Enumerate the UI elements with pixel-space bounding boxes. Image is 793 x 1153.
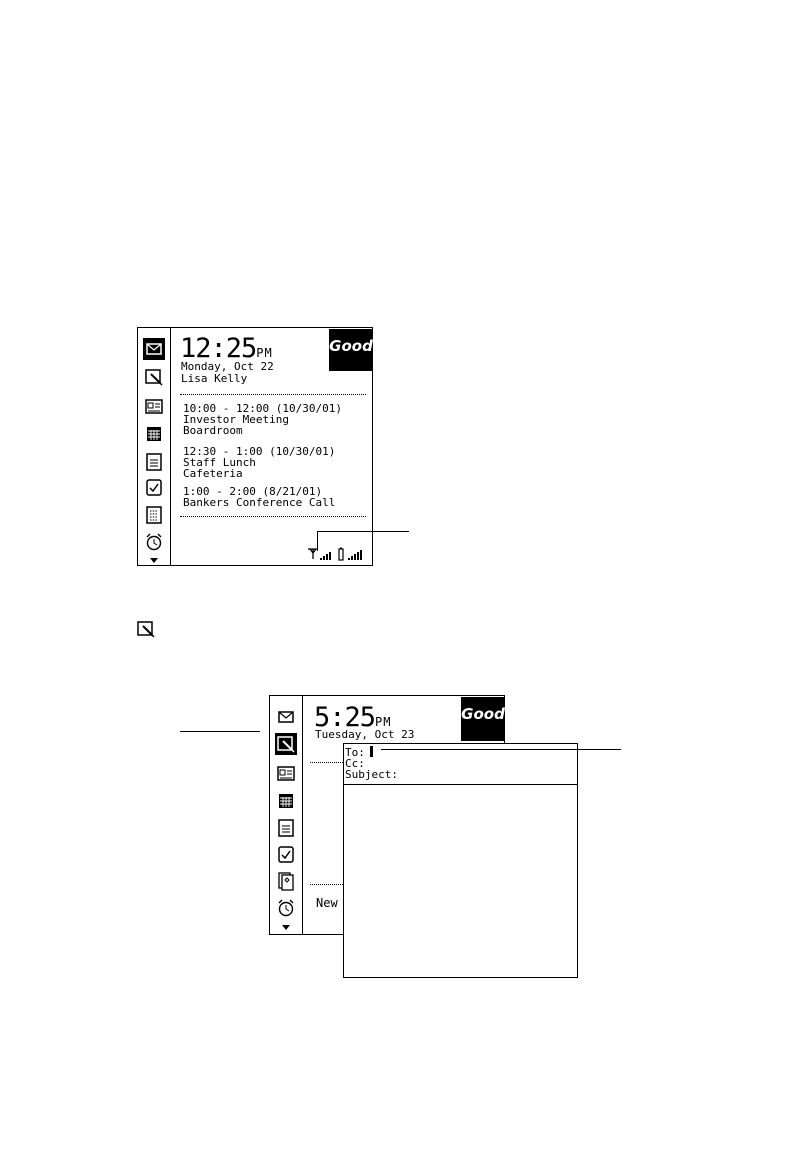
battery-bars-icon <box>348 550 362 560</box>
memo-icon[interactable] <box>143 451 165 473</box>
scroll-down-icon[interactable] <box>282 925 290 930</box>
documents-icon[interactable] <box>275 870 297 892</box>
to-field-cursor[interactable] <box>370 746 373 757</box>
good-logo: Good <box>329 329 373 371</box>
alarm-icon[interactable] <box>143 531 165 553</box>
signal-bars-icon <box>320 552 331 560</box>
event-title[interactable]: Bankers Conference Call <box>183 496 336 509</box>
contacts-icon[interactable] <box>275 763 297 785</box>
tasks-icon[interactable] <box>275 843 297 865</box>
clock-time: 5:25 <box>314 702 376 733</box>
date-label: Monday, Oct 22 <box>181 360 274 373</box>
clock-ampm: PM <box>256 346 273 360</box>
divider <box>310 884 345 885</box>
good-logo: Good <box>461 697 505 741</box>
event-location: Cafeteria <box>183 467 243 480</box>
memo-icon[interactable] <box>275 817 297 839</box>
date-label: Tuesday, Oct 23 <box>315 728 415 741</box>
event-title[interactable]: Staff Lunch <box>183 456 256 469</box>
app-sidebar <box>270 696 303 934</box>
callout-line <box>317 531 409 532</box>
tasks-icon[interactable] <box>143 476 165 498</box>
calendar-icon[interactable] <box>143 423 165 445</box>
callout-line <box>317 531 318 551</box>
callout-line <box>381 749 621 750</box>
compose-icon <box>135 618 157 640</box>
compose-icon[interactable] <box>143 366 165 388</box>
app-sidebar <box>138 328 171 565</box>
clock <box>180 335 273 362</box>
clock-time: 12:25 <box>180 333 257 364</box>
callout-line <box>180 731 260 732</box>
envelope-icon[interactable] <box>275 706 297 728</box>
compose-header <box>344 744 577 785</box>
event-title[interactable]: Investor Meeting <box>183 413 289 426</box>
event-location: Boardroom <box>183 424 243 437</box>
event-time[interactable]: 12:30 - 1:00 (10/30/01) <box>183 445 336 458</box>
divider <box>180 394 366 395</box>
cc-label: Cc: <box>345 757 365 770</box>
divider <box>310 762 345 763</box>
battery-icon <box>339 548 343 561</box>
compose-icon[interactable] <box>275 733 297 755</box>
envelope-icon[interactable] <box>143 338 165 360</box>
clock-ampm: PM <box>375 715 392 729</box>
calculator-icon[interactable] <box>143 504 165 526</box>
event-time[interactable]: 10:00 - 12:00 (10/30/01) <box>183 402 342 415</box>
message-body[interactable] <box>344 784 577 977</box>
event-time[interactable]: 1:00 - 2:00 (8/21/01) <box>183 485 323 498</box>
subject-label: Subject: <box>345 768 398 781</box>
scroll-down-icon[interactable] <box>150 558 158 563</box>
user-name: Lisa Kelly <box>181 372 248 385</box>
to-label: To: <box>345 746 365 759</box>
new-message-label: New <box>316 896 338 910</box>
calendar-icon[interactable] <box>275 790 297 812</box>
clock <box>314 704 391 731</box>
alarm-icon[interactable] <box>275 897 297 919</box>
contacts-icon[interactable] <box>143 396 165 418</box>
divider <box>180 516 366 517</box>
compose-window <box>343 743 578 978</box>
